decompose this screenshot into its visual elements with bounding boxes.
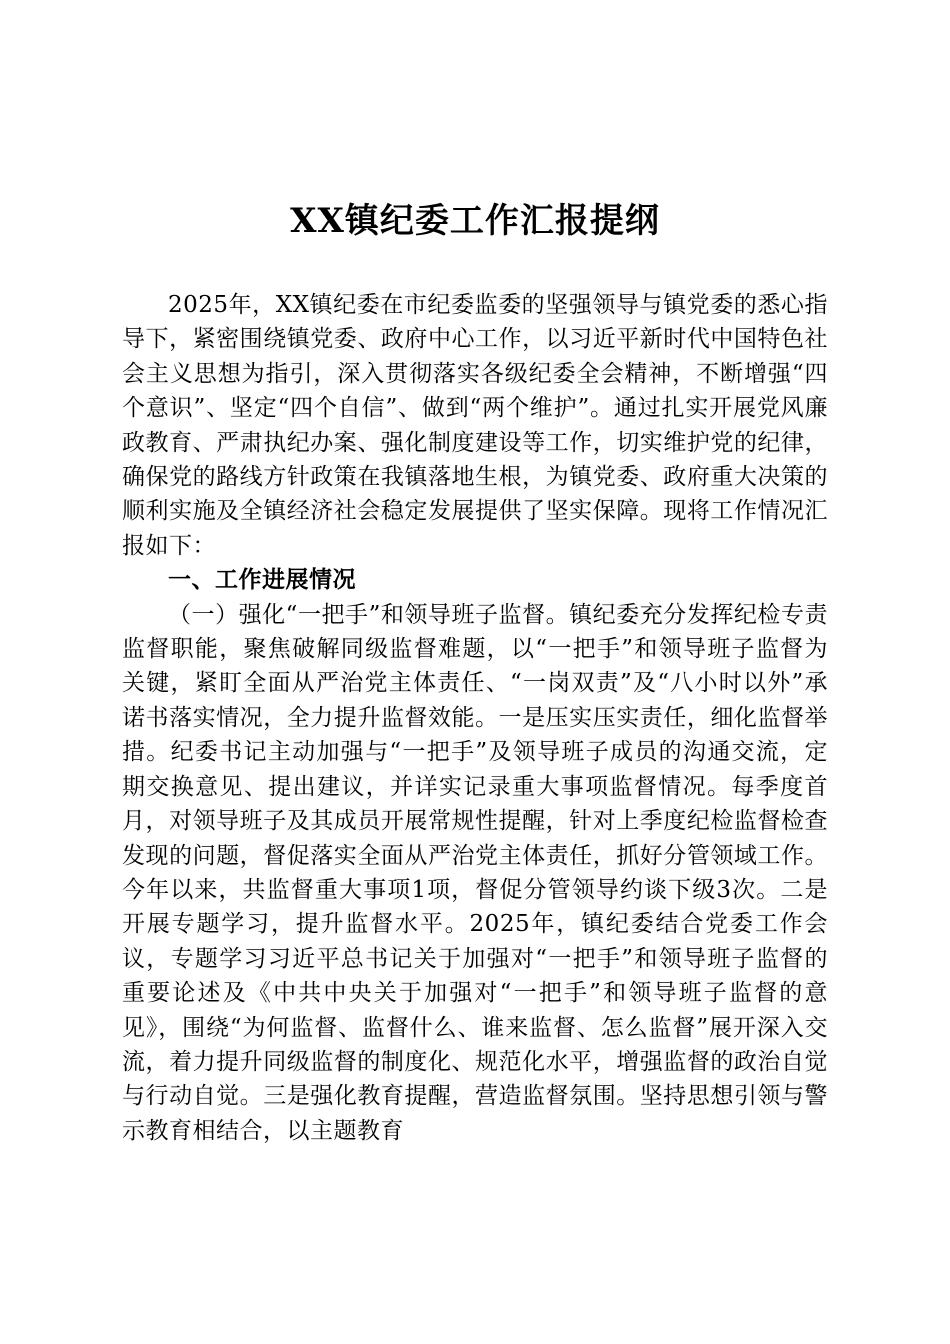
- section-heading: 一、工作进展情况: [168, 566, 356, 594]
- subsection-paragraph: （一）强化“一把手”和领导班子监督。镇纪委充分发挥纪检专责监督职能，聚焦破解同级监督难题，以“一把手”和领导班子监督为关键，紧盯全面从严治党主体责任、“一岗双责”及“八小时以外”承诺书落实情况，全力提升监督效能。一是压实压实责任，细化监督举措。纪委书记主动加强与“一把手”及领导班子成员的沟通交流，定期交换意见、提出建议，并详实记录重大事项监督情况。每季度首月，对领导班子及其成员开展常规性提醒，针对上季度纪检监督检查发现的问题，督促落实全面从严治党主体责任，抓好分管领域工作。今年以来，共监督重大事项1项，督促分管领导约谈下级3次。二是开展专题学习，提升监督水平。2025年，镇纪委结合党委工作会议，专题学习习近平总书记关于加强对“一把手”和领导班子监督的重要论述及《中共中央关于加强对“一把手”和领导班子监督的意见》，围绕“为何监督、监督什么、谁来监督、怎么监督”展开深入交流，着力提升同级监督的制度化、规范化水平，增强监督的政治自觉与行动自觉。三是强化教育提醒，营造监督氛围。坚持思想引领与警示教育相结合，以主题教育: [122, 601, 828, 1144]
- intro-paragraph: 2025年，XX镇纪委在市纪委监委的坚强领导与镇党委的悉心指导下，紧密围绕镇党委、政府中心工作，以习近平新时代中国特色社会主义思想为指引，深入贯彻落实各级纪委全会精神，不断增强“四个意识”、坚定“四个自信”、做到“两个维护”。通过扎实开展党风廉政教育、严肃执纪办案、强化制度建设等工作，切实维护党的纪律，确保党的路线方针政策在我镇落地生根，为镇党委、政府重大决策的顺利实施及全镇经济社会稳定发展提供了坚实保障。现将工作情况汇报如下：: [122, 292, 828, 559]
- document-body: [122, 288, 828, 1148]
- document-title: XX镇纪委工作汇报提纲: [290, 201, 660, 241]
